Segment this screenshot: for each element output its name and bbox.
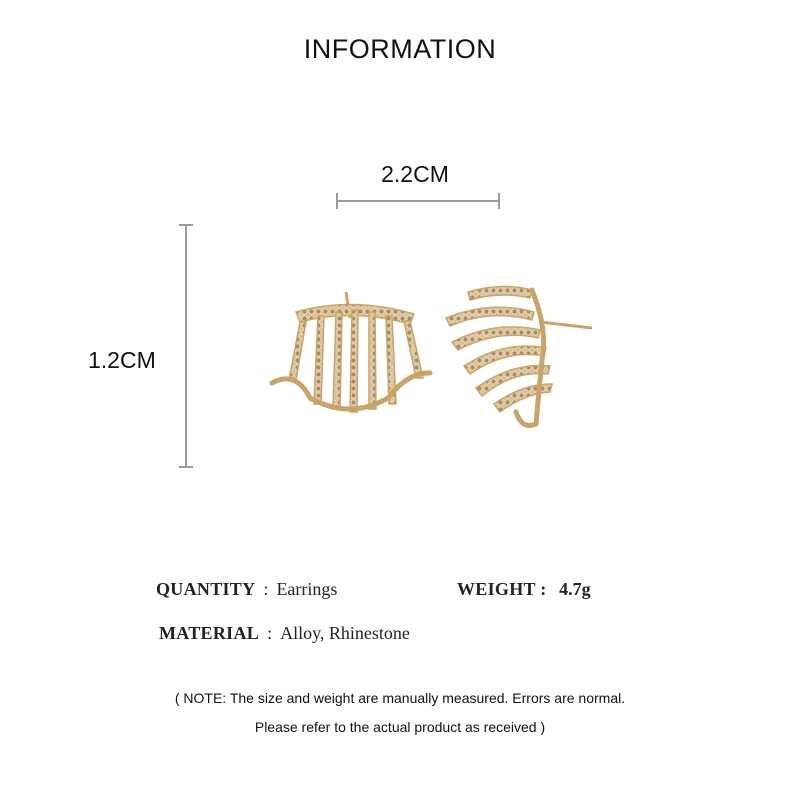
material-value: Alloy, Rhinestone <box>280 623 410 643</box>
quantity-separator: : <box>263 579 269 599</box>
material-separator: : <box>267 623 273 643</box>
quantity-value: Earrings <box>276 579 338 599</box>
note-line-1: ( NOTE: The size and weight are manually measured. Errors are normal. <box>174 690 626 706</box>
spec-weight <box>457 579 591 600</box>
page-title: INFORMATION <box>303 34 497 64</box>
width-label: 2.2CM <box>381 161 449 187</box>
quantity-key: QUANTITY <box>156 579 256 599</box>
spec-quantity <box>156 579 337 600</box>
left-earring <box>272 292 430 412</box>
note-line-2: Please refer to the actual product as received ) <box>254 719 546 735</box>
material-key: MATERIAL <box>159 623 260 643</box>
height-label: 1.2CM <box>88 347 156 373</box>
weight-value: 4.7g <box>559 579 591 599</box>
weight-key: WEIGHT : <box>457 579 547 599</box>
spec-material <box>159 623 410 644</box>
right-earring <box>446 286 592 425</box>
